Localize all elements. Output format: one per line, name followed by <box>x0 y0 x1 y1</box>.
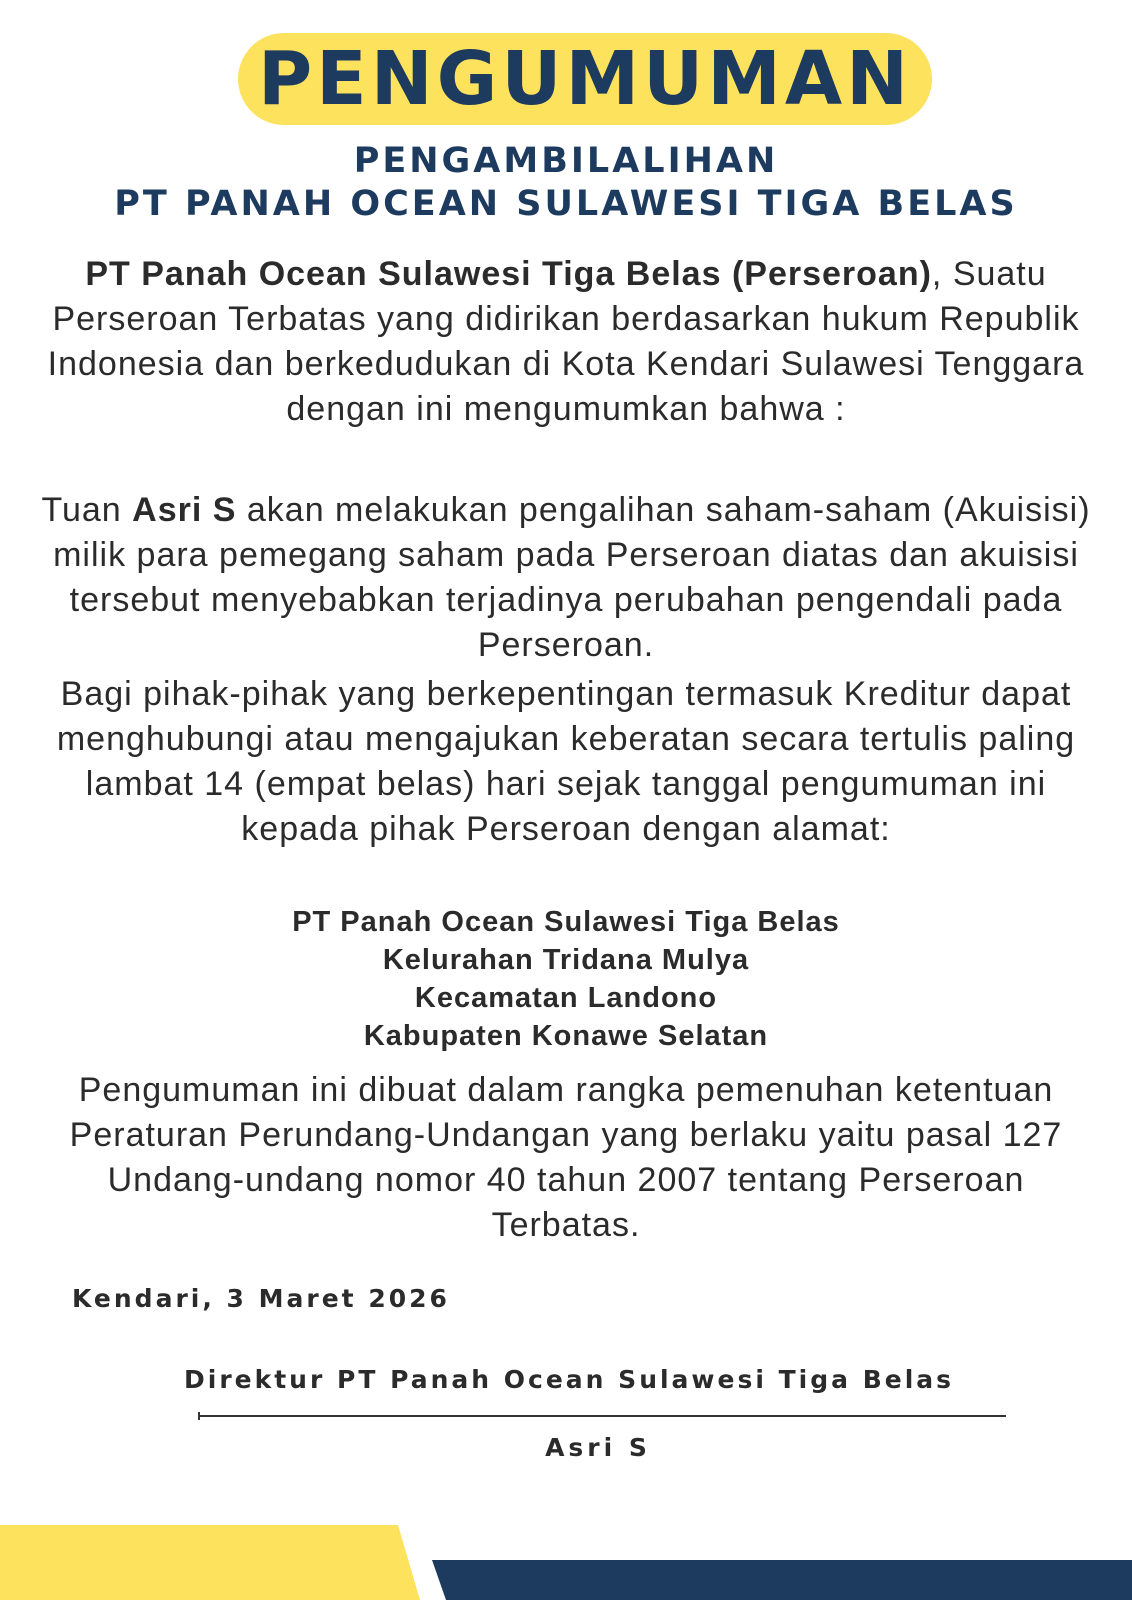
director-title: Direktur PT Panah Ocean Sulawesi Tiga Belas <box>184 1365 955 1394</box>
signer-name: Asri S <box>545 1433 651 1462</box>
objection-paragraph <box>40 672 1092 852</box>
acquisition-prefix: Tuan <box>41 491 133 529</box>
place-date: Kendari, 3 Maret 2026 <box>72 1284 450 1313</box>
acquisition-text: akan melakukan pengalihan saham-saham (Akuisisi) milik para pemegang saham pada Perseroan diatas dan akuisisi tersebut menyebabkan terjadinya perubahan pengendali pada Perseroan. <box>53 491 1091 664</box>
objection-text: Bagi pihak-pihak yang berkepentingan termasuk Kreditur dapat menghubungi atau mengajukan keberatan secara tertulis paling lambat 14 (empat belas) hari sejak tanggal pengumuman ini kepada pihak Perseroan dengan alamat: <box>56 675 1076 848</box>
address-line-2: Kelurahan Tridana Mulya <box>382 944 750 976</box>
address-line-3: Kecamatan Landono <box>414 982 718 1014</box>
legal-basis-paragraph <box>40 1068 1092 1248</box>
footer-navy-stripe <box>432 1560 1132 1600</box>
banner-title: PENGUMUMAN <box>257 36 913 122</box>
address-line-4: Kabupaten Konawe Selatan <box>363 1020 769 1052</box>
legal-text: Pengumuman ini dibuat dalam rangka pemenuhan ketentuan Peraturan Perundang-Undangan yang berlaku yaitu pasal 127 Undang-undang nomor 40 tahun 2007 tentang Perseroan Terbatas. <box>69 1071 1063 1244</box>
intro-text: Suatu Perseroan Terbatas yang didirikan berdasarkan hukum Republik Indonesia dan berkedudukan di Kota Kendari Sulawesi Tenggara dengan ini mengumumkan bahwa : <box>47 255 1085 428</box>
subtitle-line-1: PENGAMBILALIHAN <box>353 141 779 181</box>
footer-decoration <box>0 1520 1132 1600</box>
company-name-bold: PT Panah Ocean Sulawesi Tiga Belas (Perseroan) <box>85 255 932 293</box>
company-address <box>0 903 1132 1055</box>
intro-paragraph <box>40 252 1092 432</box>
footer-yellow-stripe <box>0 1525 420 1600</box>
acquirer-name-bold: Asri S <box>132 491 237 529</box>
address-line-1: PT Panah Ocean Sulawesi Tiga Belas <box>292 906 840 938</box>
subtitle-line-2: PT PANAH OCEAN SULAWESI TIGA BELAS <box>114 184 1018 224</box>
announcement-banner <box>238 33 932 125</box>
acquisition-paragraph <box>40 488 1092 668</box>
signature-line <box>198 1415 1006 1417</box>
intro-comma: , <box>931 255 943 293</box>
